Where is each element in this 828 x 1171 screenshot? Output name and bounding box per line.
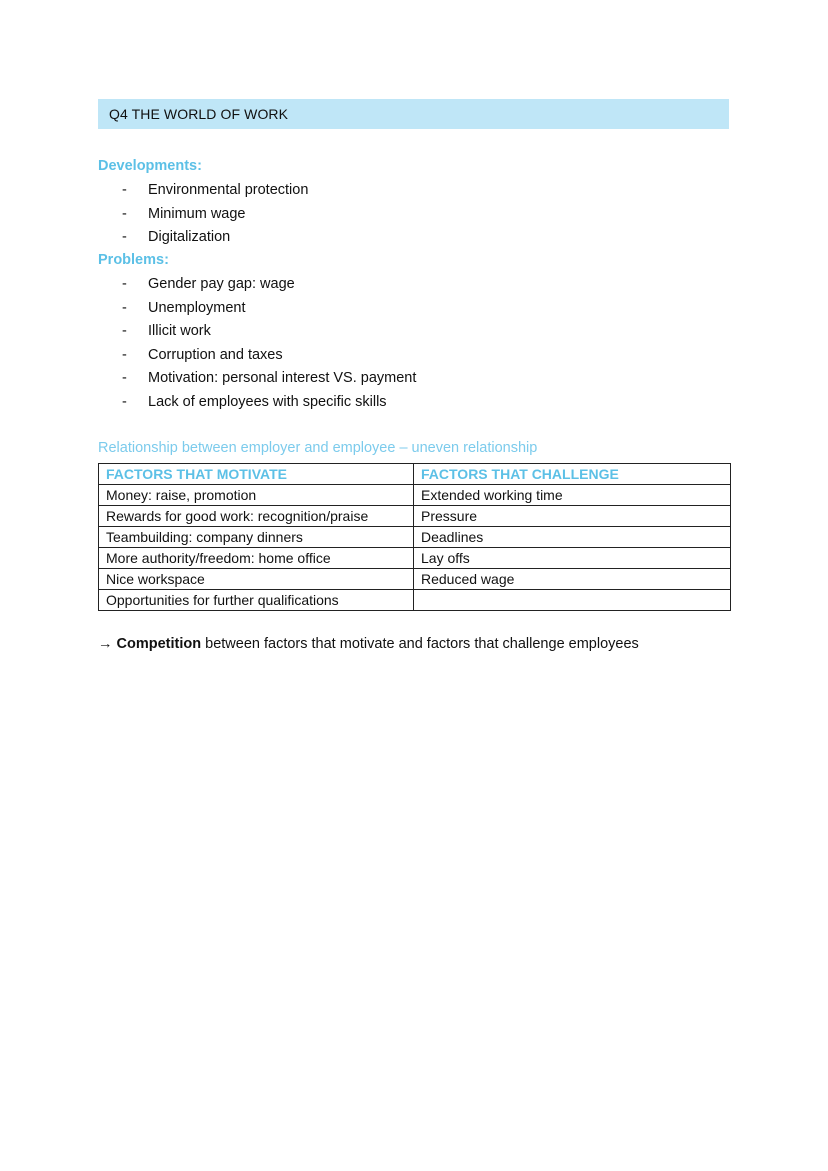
bullet-dash: - [122,346,127,363]
list-item-text: Gender pay gap: wage [148,276,295,292]
bullet-dash: - [122,299,127,316]
table-cell: More authority/freedom: home office [99,548,414,569]
table-cell: Deadlines [414,527,731,548]
table-row [99,569,731,590]
list-item-text: Unemployment [148,299,246,316]
document-title-bar [98,99,729,129]
bullet-dash: - [122,229,127,246]
list-item-text: Lack of employees with specific skills [148,393,387,410]
table-cell: Extended working time [414,485,731,506]
developments-heading: Developments: [98,158,202,174]
conclusion-text: between factors that motivate and factors that challenge employees [201,636,639,652]
bullet-dash: - [122,182,127,198]
table-cell: Teambuilding: company dinners [99,527,414,548]
bullet-dash: - [122,323,127,340]
bullet-dash: - [122,393,127,410]
list-item-text: Corruption and taxes [148,346,283,363]
document-title: Q4 THE WORLD OF WORK [109,106,289,122]
table-row [99,590,731,611]
table-row [99,485,731,506]
problems-heading: Problems: [98,252,169,268]
table-cell [414,590,731,611]
table-row [99,548,731,569]
conclusion-line [98,636,639,652]
table-row [99,506,731,527]
table-cell: Lay offs [414,548,731,569]
table-cell: Opportunities for further qualifications [99,590,414,611]
arrow-icon: → [98,636,113,652]
table-row [99,527,731,548]
table-cell: Reduced wage [414,569,731,590]
list-item-text: Environmental protection [148,182,309,198]
conclusion-keyword: Competition [116,636,202,652]
bullet-dash: - [122,370,127,387]
column-header-challenge: FACTORS THAT CHALLENGE [414,464,731,485]
table-header-row [99,464,731,485]
list-item-text: Minimum wage [148,205,246,222]
column-header-motivate: FACTORS THAT MOTIVATE [99,464,414,485]
list-item-text: Illicit work [148,323,211,340]
bullet-dash: - [122,276,127,292]
bullet-dash: - [122,205,127,222]
factors-table [98,463,731,611]
list-item-text: Digitalization [148,229,231,246]
list-item-text: Motivation: personal interest VS. payment [148,370,417,387]
table-cell: Rewards for good work: recognition/praise [99,506,414,527]
relationship-heading: Relationship between employer and employee – uneven relationship [98,440,538,456]
table-cell: Money: raise, promotion [99,485,414,506]
table-cell: Nice workspace [99,569,414,590]
table-cell: Pressure [414,506,731,527]
